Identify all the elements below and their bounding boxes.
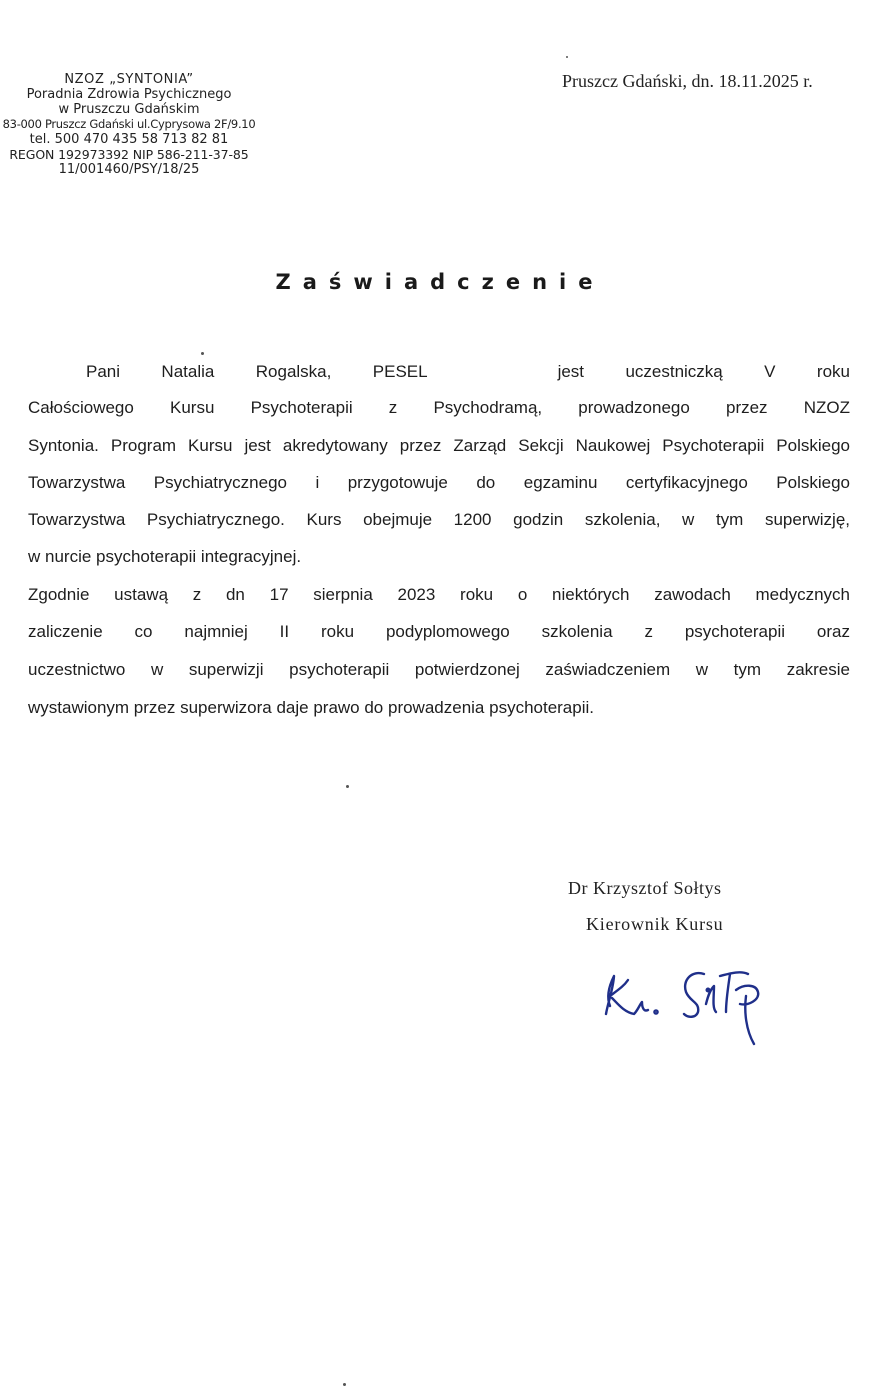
body-line-1-end: jest uczestniczką V roku — [557, 362, 850, 381]
document-date: Pruszcz Gdański, dn. 18.11.2025 r. — [562, 71, 813, 91]
scan-speck — [346, 785, 349, 788]
stamp-line-city: w Pruszczu Gdańskim — [58, 102, 200, 117]
signatory-role: Kierownik Kursu — [586, 914, 724, 934]
stamp-line-registry: 11/001460/PSY/18/25 — [58, 162, 200, 177]
body-line-1 — [86, 362, 850, 382]
signatory-name: Dr Krzysztof Sołtys — [568, 878, 722, 898]
handwritten-signature — [596, 960, 776, 1052]
body-line-4: Towarzystwa Psychiatrycznego i przygotowuje do egzaminu certyfikacyjnego Polskiego — [28, 473, 850, 492]
scan-speck — [566, 56, 568, 58]
stamp-line-regon-nip: REGON 192973392 NIP 586-211-37-85 — [9, 147, 249, 162]
body-line-6: w nurcie psychoterapii integracyjnej. — [28, 547, 302, 566]
stamp-line-phone: tel. 500 470 435 58 713 82 81 — [29, 132, 229, 147]
stamp-line-clinic: Poradnia Zdrowia Psychicznego — [26, 87, 232, 102]
body-line-7: Zgodnie ustawą z dn 17 sierpnia 2023 roku o niektórych zawodach medycznych — [28, 585, 850, 604]
stamp-line-address: 83-000 Pruszcz Gdański ul.Cyprysowa 2F/9.10 — [2, 117, 256, 131]
body-line-2: Całościowego Kursu Psychoterapii z Psychodramą, prowadzonego przez NZOZ — [28, 398, 850, 417]
scan-speck — [201, 352, 204, 355]
scan-speck — [343, 1383, 346, 1386]
body-line-9: uczestnictwo w superwizji psychoterapii potwierdzonej zaświadczeniem w tym zakresie — [28, 660, 850, 679]
body-line-1-start: Pani Natalia Rogalska, PESEL — [86, 362, 428, 381]
stamp-line-name: NZOZ „SYNTONIA” — [64, 72, 194, 87]
body-line-3: Syntonia. Program Kursu jest akredytowany przez Zarząd Sekcji Naukowej Psychoterapii Polskiego — [28, 436, 850, 455]
body-line-5: Towarzystwa Psychiatrycznego. Kurs obejmuje 1200 godzin szkolenia, w tym superwizję, — [28, 510, 850, 529]
document-title: Zaświadczenie — [275, 270, 605, 294]
body-line-8: zaliczenie co najmniej II roku podyplomowego szkolenia z psychoterapii oraz — [28, 622, 850, 641]
body-line-10: wystawionym przez superwizora daje prawo do prowadzenia psychoterapii. — [28, 698, 594, 717]
institution-stamp — [0, 72, 270, 177]
